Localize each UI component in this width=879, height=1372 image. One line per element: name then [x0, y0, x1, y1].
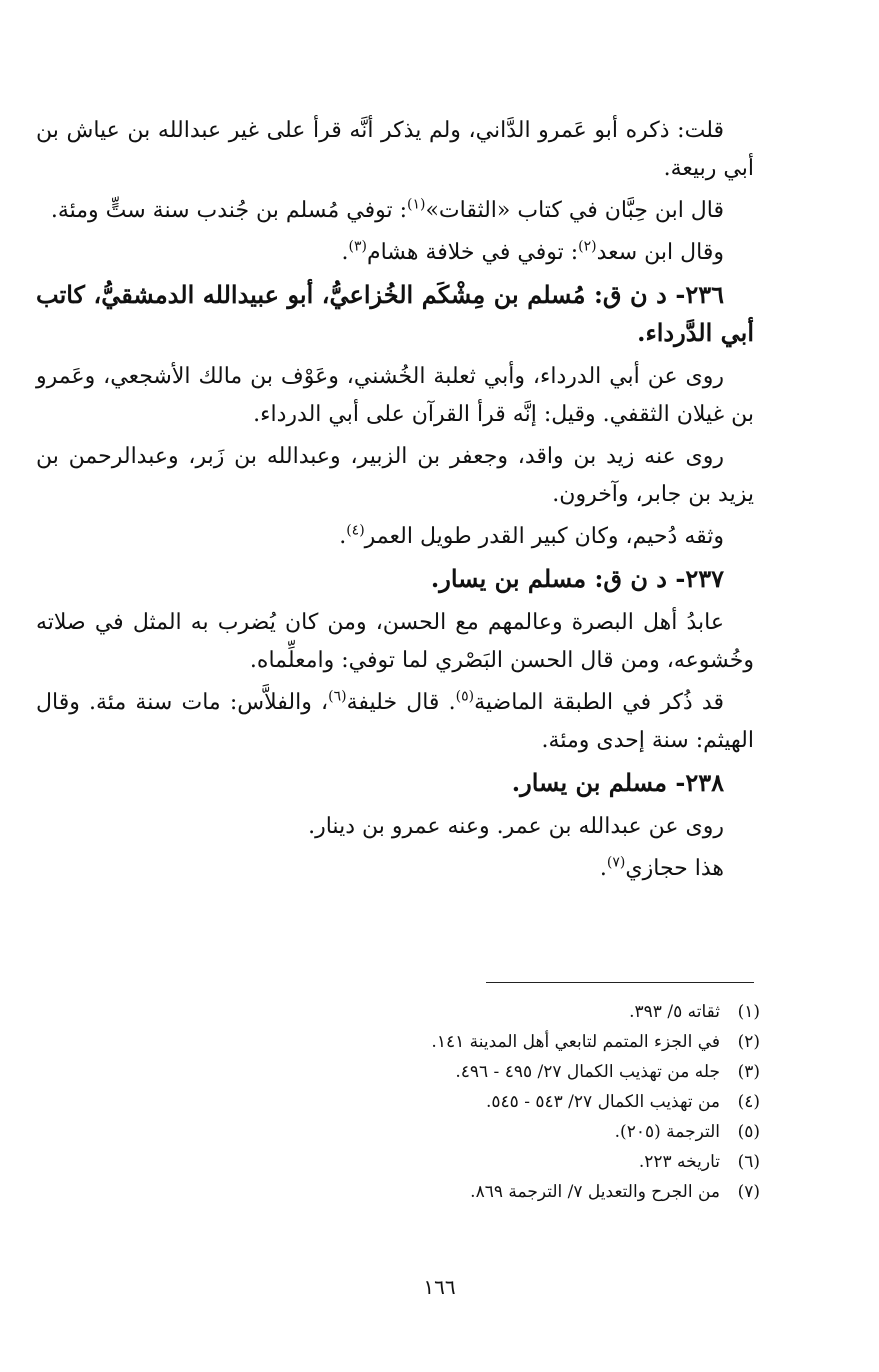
footnote-item [200, 1087, 760, 1117]
paragraph-text: . قال خليفة [346, 690, 456, 715]
paragraph-ibn-saad [36, 234, 754, 272]
footnote-item [200, 1057, 760, 1087]
paragraph-text: روى عنه زيد بن واقد، وجعفر بن الزبير، وعبدالله بن زَبر، وعبدالرحمن بن يزيد بن جابر، وآخرون. [36, 444, 754, 507]
entry-number: ٢٣٨- [675, 768, 724, 797]
footnote-item [200, 1147, 760, 1177]
footnote-number: (٤) [737, 1092, 760, 1112]
entry-number: ٢٣٦- [675, 280, 724, 309]
entry-heading-237 [36, 560, 754, 598]
paragraph-text: هذا حجازي [625, 856, 724, 881]
footnote-number: (٧) [737, 1182, 760, 1202]
footnote-text: الترجمة (٢٠٥). [614, 1122, 720, 1142]
entry-code: د ن ق: [594, 564, 667, 593]
footnote-text: جله من تهذيب الكمال ٢٧/ ٤٩٥ - ٤٩٦. [455, 1062, 720, 1082]
paragraph-text: عابدُ أهل البصرة وعالمهم مع الحسن، ومن كان يُضرب به المثل في صلاته وخُشوعه، ومن قال الحسن البَصْري لما توفي: وامعلِّماه. [36, 610, 754, 673]
paragraph-text: ، والفلاَّس: مات سنة مئة. وقال الهيثم: سنة إحدى ومئة. [36, 690, 754, 753]
entry-name: مسلم بن يسار. [430, 564, 587, 593]
entry-code: د ن ق: [593, 280, 667, 309]
entry-238-paragraph [36, 850, 754, 888]
paragraph-text: قال ابن حِبَّان في كتاب «الثقات» [425, 198, 724, 223]
footnote-ref[interactable]: (١) [406, 196, 426, 213]
footnotes-divider [486, 982, 754, 983]
page-number: ١٦٦ [423, 1275, 456, 1299]
footnote-number: (٣) [737, 1062, 760, 1082]
paragraph-text: . [339, 524, 347, 549]
paragraph-text: قد ذُكر في الطبقة الماضية [474, 690, 724, 715]
entry-237-paragraph [36, 604, 754, 680]
paragraph-ibn-hibban [36, 192, 754, 230]
footnote-text: تاريخه ٢٢٣. [638, 1152, 720, 1172]
footnote-text: من الجرح والتعديل ٧/ الترجمة ٨٦٩. [470, 1182, 720, 1202]
paragraph-text: : توفي مُسلم بن جُندب سنة ستٍّ ومئة. [50, 198, 407, 223]
footnote-ref[interactable]: (٢) [578, 238, 597, 255]
entry-heading-236 [36, 276, 754, 352]
footnote-text: ثقاته ٥/ ٣٩٣. [629, 1002, 720, 1022]
entry-236-paragraph [36, 438, 754, 514]
footnote-ref[interactable]: (٦) [328, 688, 347, 705]
footnotes-list [200, 997, 760, 1207]
footnote-number: (٦) [737, 1152, 760, 1172]
entry-number: ٢٣٧- [675, 564, 724, 593]
footnote-ref[interactable]: (٥) [455, 688, 475, 705]
paragraph-text: وثقه دُحيم، وكان كبير القدر طويل العمر [364, 524, 724, 549]
entry-heading-238 [36, 764, 754, 802]
paragraph-text: وقال ابن سعد [596, 240, 724, 265]
paragraph-text: : توفي في خلافة هشام [366, 240, 579, 265]
entry-238-paragraph [36, 808, 754, 846]
footnote-item [200, 997, 760, 1027]
footnote-number: (٢) [737, 1032, 760, 1052]
entry-236-paragraph [36, 518, 754, 556]
footnote-ref[interactable]: (٤) [346, 522, 365, 539]
footnote-number: (٥) [737, 1122, 760, 1142]
entry-name: مُسلم بن مِشْكَم الخُزاعيُّ، أبو عبيدالله الدمشقيُّ، كاتب أبي الدَّرداء. [36, 280, 754, 347]
footnote-number: (١) [737, 1002, 760, 1022]
footnote-item [200, 1117, 760, 1147]
paragraph-text: روى عن أبي الدرداء، وأبي ثعلبة الخُشني، وعَوْف بن مالك الأشجعي، وعَمرو بن غيلان الثقفي. وقيل: إنَّه قرأ القرآن على أبي الدرداء. [36, 364, 754, 427]
paragraph-text: قلت: ذكره أبو عَمرو الدَّاني، ولم يذكر أنَّه قرأ على غير عبدالله بن عياش بن أبي ربيعة. [36, 118, 754, 181]
paragraph-abu-amr [36, 112, 754, 188]
main-text [36, 112, 754, 892]
paragraph-text: . [599, 856, 607, 881]
entry-237-paragraph [36, 684, 754, 760]
footnote-text: في الجزء المتمم لتابعي أهل المدينة ١٤١. [431, 1032, 720, 1052]
entry-name: مسلم بن يسار. [511, 768, 667, 797]
footnote-text: من تهذيب الكمال ٢٧/ ٥٤٣ - ٥٤٥. [485, 1092, 720, 1112]
paragraph-text: . [341, 240, 349, 265]
entry-236-paragraph [36, 358, 754, 434]
footnote-ref[interactable]: (٧) [606, 854, 626, 871]
footnote-ref[interactable]: (٣) [348, 238, 367, 255]
footnote-item [200, 1027, 760, 1057]
paragraph-text: روى عن عبدالله بن عمر. وعنه عمرو بن دينار. [308, 814, 724, 839]
footnote-item [200, 1177, 760, 1207]
